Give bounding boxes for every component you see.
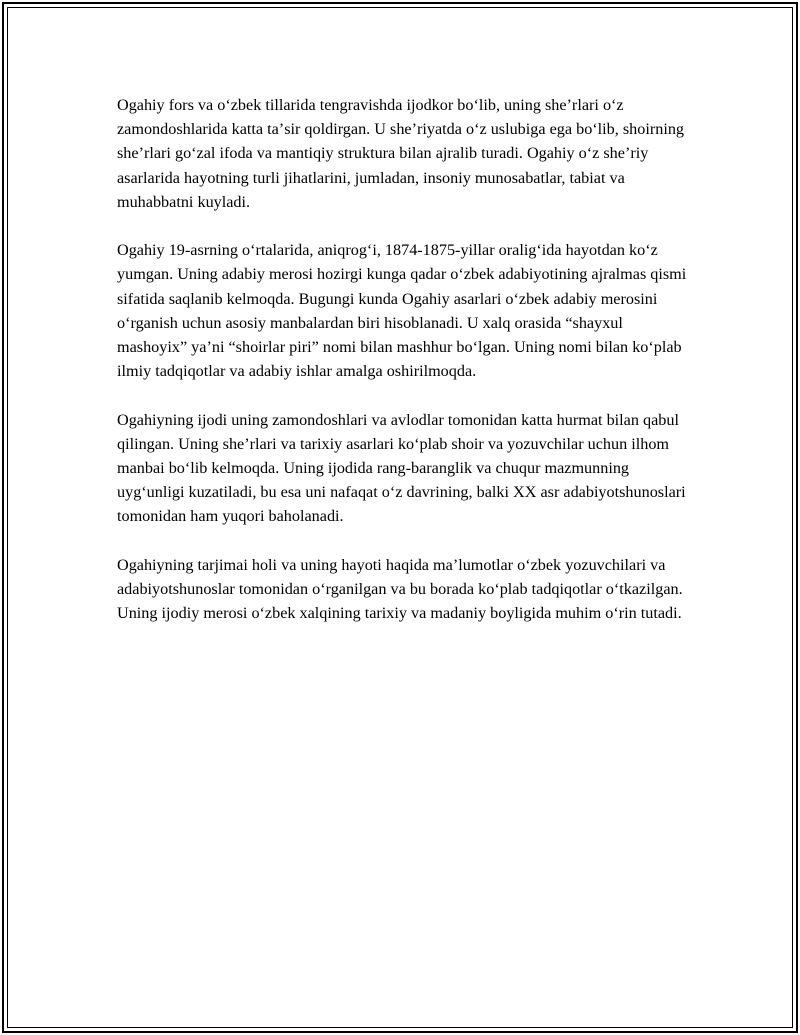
paragraph-1: Ogahiy fors va oʻzbek tillarida tengravishda ijodkor boʻlib, uning sheʼrlari oʻz zamondoshlarida katta taʼsir qoldirgan. U sheʼriyatda oʻz uslubiga ega boʻlib, shoirning sheʼrlari goʻzal ifoda va mantiqiy struktura bilan ajralib turadi. Ogahiy oʻz sheʼriy asarlarida hayotning turli jihatlarini, jumladan, insoniy munosabatlar, tabiat va muhabbatni kuyladi.: [117, 96, 685, 211]
paragraph-2: Ogahiy 19-asrning oʻrtalarida, aniqrogʻi, 1874-1875-yillar oraligʻida hayotdan koʻz yumgan. Uning adabiy merosi hozirgi kunga qadar oʻzbek adabiyotining ajralmas qismi sifatida saqlanib kelmoqda. Bugungi kunda Ogahiy asarlari oʻzbek adabiy merosini oʻrganish uchun asosiy manbalardan biri hisoblanadi. U xalq orasida “shayxul mashoyix” yaʼni “shoirlar piri” nomi bilan mashhur boʻlgan. Uning nomi bilan koʻplab ilmiy tadqiqotlar va adabiy ishlar amalga oshirilmoqda.: [117, 241, 687, 381]
document-body: [117, 93, 689, 650]
paragraph-4: Ogahiyning tarjimai holi va uning hayoti haqida maʼlumotlar oʻzbek yozuvchilari va adabiyotshunoslar tomonidan oʻrganilgan va bu borada koʻplab tadqiqotlar oʻtkazilgan. Uning ijodiy merosi oʻzbek xalqining tarixiy va madaniy boyligida muhim oʻrin tutadi.: [117, 555, 683, 623]
paragraph-3: Ogahiyning ijodi uning zamondoshlari va avlodlar tomonidan katta hurmat bilan qabul qilingan. Uning sheʼrlari va tarixiy asarlari koʻplab shoir va yozuvchilar uchun ilhom manbai boʻlib kelmoqda. Uning ijodida rang-baranglik va chuqur mazmunning uygʻunligi kuzatiladi, bu esa uni nafaqat oʻz davrining, balki XX asr adabiyotshunoslari tomonidan ham yuqori baholanadi.: [117, 410, 686, 526]
